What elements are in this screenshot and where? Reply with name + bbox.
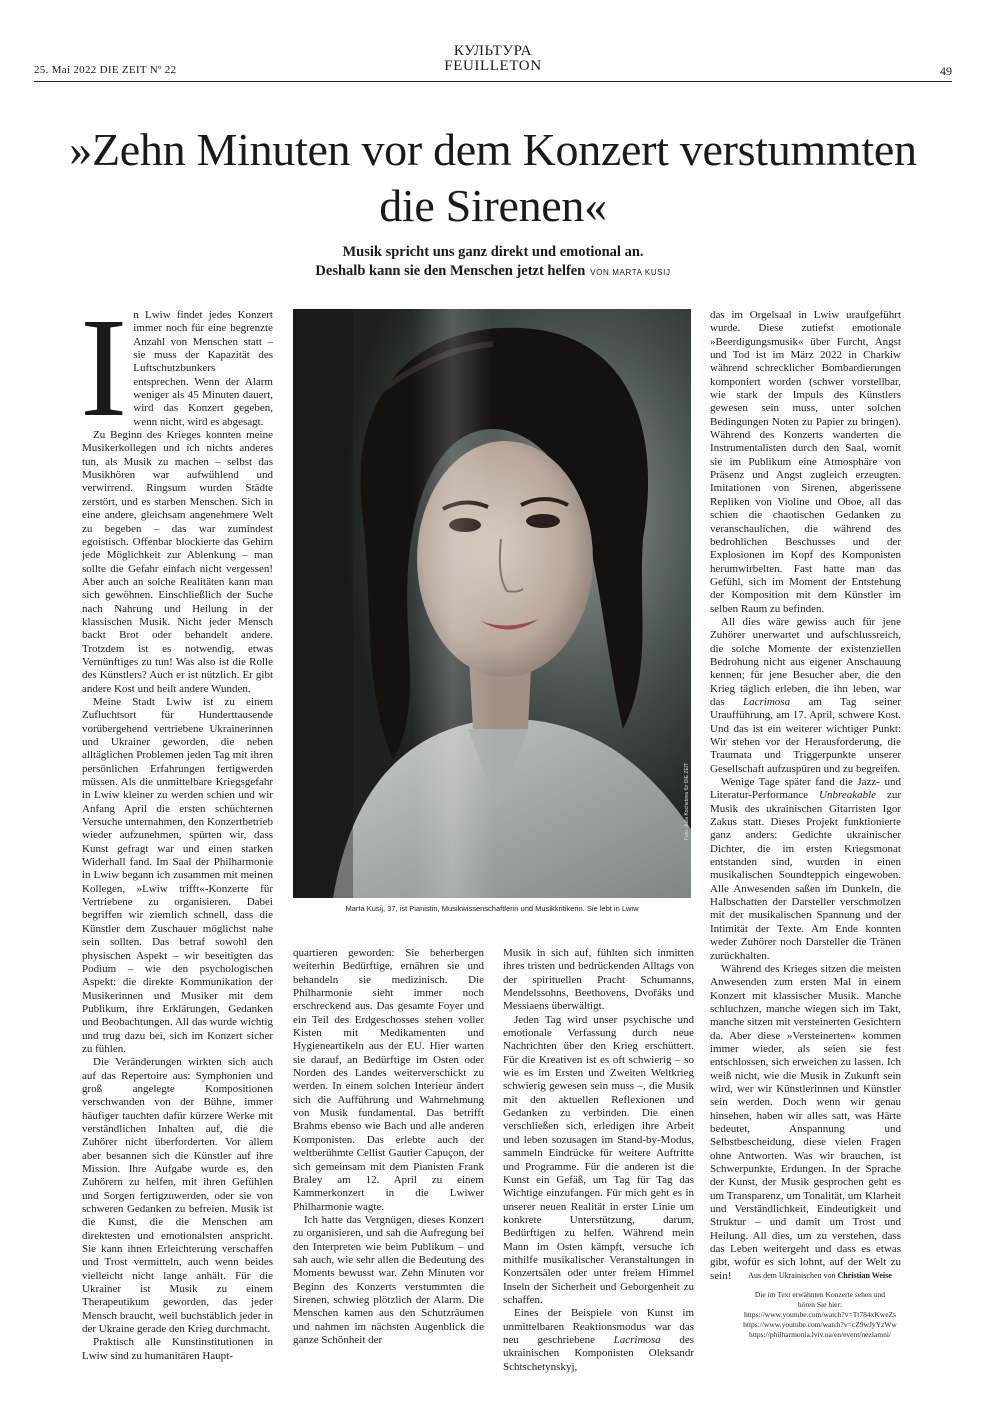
paragraph: Während des Krieges sitzen die meisten Anwesenden zum ersten Mal in einem Konzert mit klassischer Musik. Manche schluchzen, manche wiegen sich im Takt, manche sitzen mit versteinerten Gesichtern da. Aber diese »Versteinerten« kommen immer wieder, als seien sie fest entschlossen, sich erweichen zu lassen. Ich weiß nicht, wie die Musik in Zukunft sein wird, wer wir Künstlerinnen und Künstler sein werden. Doch wenn wir genau hinsehen, haben wir alles satt, was Härte bedeutet, Anspannung und Selbstbescheidung, diese vielen Fragen ohne Antworten. Was wir brauchen, ist Schwerpunkte, Erdungen. In der Sprache der Kunst, der Musik gesprochen geht es um Transparenz, um Tonalität, um Klarheit und Verständlichkeit, Eindeutigkeit und Struktur – und damit um Trost und Heilung. All dies, um zu verstehen, dass das Leben weitergeht und dass es etwas gibt, wofür es sich lohnt, auf der Welt zu sein! [710, 962, 901, 1282]
headline: »Zehn Minuten vor dem Konzert verstummten die Sirenen« [69, 124, 917, 231]
paragraph: Ich hatte das Vergnügen, dieses Konzert zu organisieren, und sah die Aufregung bei den Interpreten wie beim Publikum – und sah auch, wie sehr allen die Bedeutung des Moments bewusst war. Zehn Minuten vor Beginn des Konzerts verstummten die Sirenen, schwieg plötzlich der Alarm. Die Menschen kamen aus den Schutzräumen und nahmen im nächsten Augenblick die ganze Schönheit der [293, 1213, 484, 1346]
text-column-3 [503, 947, 694, 1374]
paragraph: Jeden Tag wird unser psychische und emotionale Verfassung durch neue Nachrichten über den Krieg erschüttert. Für die Kreativen ist es oft schwierig – so wie es im Ersten und Zweiten Weltkrieg schwierig gewesen sein muss –, die Musik mit den aktuellen Reflexionen und Gedanken zu verbinden. Die einen verschließen sich, erledigen ihre Arbeit und leben sozusagen im Stand-by-Modus, sammeln Eindrücke für weitere Auftritte und Programme. Für die anderen ist die Kunst ein Gefäß, um Tag für Tag das Wichtige einzufangen. Für mich geht es in unserer neuen Realität in erster Linie um konkrete Unterstützung, darum, Bedürftigen zu helfen. Während mein Mann im Osten kämpft, versuche ich mithilfe musikalischer Veranstaltungen in Konzertsälen oder unter freiem Himmel Inseln der Sicherheit und Geborgenheit zu schaffen. [503, 1013, 694, 1306]
paragraph: Praktisch alle Kunstinstitutionen in Lwiw sind zu humanitären Haupt- [82, 1336, 273, 1362]
concert-links [710, 1290, 930, 1340]
photo-credit: Foto: Julia Kochetova für DIE ZEIT [684, 762, 690, 840]
text-column-2 [293, 947, 484, 1347]
links-intro-1: Die im Text erwähnten Konzerte sehen und [754, 1290, 886, 1299]
paragraph: All dies wäre gewiss auch für jene Zuhörer unerwartet und aufschlussreich, die solche Momente der existenziellen Bedrohung nicht aus eigener Anschauung kennen; für jene Besucher aber, die den Krieg täglich erleben, die ihn leben, war das Lacrimosa am Tag seiner Uraufführung, am 17. April, schwere Kost. Und das ist ein weiterer wichtiger Punkt: Wir stehen vor der Herausforderung, die Traumata und Triggerpunkte unserer Gesellschaft aufzuspüren und zu begreifen. [710, 615, 901, 775]
text-column-1 [80, 288, 273, 1363]
page-number: 49 [940, 64, 952, 78]
byline: VON MARTA KUSIJ [590, 268, 671, 277]
paragraph: quartieren geworden: Sie beherbergen weiterhin Bedürftige, ernähren sie und behandeln sie medizinisch. Die Philharmonie sieht immer noch erschreckend aus. Das gesamte Foyer und ein Teil des Erdgeschosses stehen voller Kisten mit Medikamenten und Hygieneartikeln aus der EU. Hier warten sie darauf, an Bedürftige im Osten oder Norden des Landes weiterverschickt zu werden. In einem solchen Interieur ändert sich die Aufführung und Wahrnehmung von Musik fundamental. Das betrifft Brahms ebenso wie Bach und alle anderen Komponisten. Das erlebte auch der weltberühmte Cellist Gautier Capuçon, der sich gemeinsam mit dem Pianisten Frank Braley am 12. April zu einem Kammerkonzert in die Lwiwer Philharmonie wagte. [293, 947, 484, 1213]
paragraph: Musik in sich auf, fühlten sich inmitten ihres tristen und bedrückenden Alltags von der spirituellen Pracht Schumanns, Mendelssohns, Beethovens, Dvořáks und Messiaens überwältigt. [503, 947, 694, 1013]
section-label-latin: FEUILLETON [444, 58, 542, 74]
paragraph: Wenige Tage später fand die Jazz- und Literatur-Performance Unbreakable zur Musik des ukrainischen Gitarristen Igor Zakus statt. Dieses Projekt funktionierte ganz anders: Gedichte ukrainischer Dichter, die im ersten Kriegsmonat entstanden sind, wurden in einen musikalischen Soundteppich eingewoben. Alle Anwesenden saßen im Dunkeln, die Halbschatten der Darsteller verschmolzen mit der musikalischen Spannung und der Intimität der Texte. Am Ende konnten weder Zuhörer noch Darsteller die Tränen zurückhalten. [710, 776, 901, 962]
concert-link[interactable]: https://www.youtube.com/watch?v=Tt784xKweZs [743, 1310, 897, 1319]
section-label [0, 44, 986, 74]
paragraph: Zu Beginn des Krieges konnten meine Musikerkollegen und ich nichts anderes tun, als Musik zu machen – selbst das Musikhören war aufwühlend und verwirrend. Ringsum wurden Städte zerstört, und es starben Menschen. Sich in eine andere, gleichsam angenehmere Welt zu begeben – das war zumindest egoistisch. Offenbar blockierte das Gehirn jede Möglichkeit zur Ablenkung – man sollte die Gefahr einfach nicht vergessen! Aber auch an solche Realitäten kann man sich gewöhnen. Einschließlich der Suche nach Nahrung und Heilung in der klassischen Musik. Nicht jeder Mensch backt Brot oder behandelt andere. Trotzdem ist es notwendig, etwas Vernünftiges zu tun! Was also ist die Rolle des Künstlers? Auch er ist nützlich. Er gibt andere Kost und heilt andere Wunden. [82, 429, 273, 695]
header-rule [34, 81, 952, 82]
paragraph: n Lwiw findet jedes Konzert immer noch für eine begrenzte Anzahl von Menschen statt – sie muss der Kapazität des Luftschutzbunkers entsprechen. Wenn der Alarm weniger als 45 Minuten dauert, wird das Konzert gegeben, wenn nicht, wird es abgesagt. [133, 309, 273, 428]
subheadline [0, 243, 986, 282]
issue-date: 25. Mai 2022 DIE ZEIT Nº 22 [34, 64, 177, 76]
portrait-photo [293, 309, 691, 898]
paragraph: Eines der Beispiele von Kunst im unmittelbaren Reaktionsmodus war das neu geschriebene Lacrimosa des ukrainischen Komponisten Oleksandr Schtschetynskyj, [503, 1307, 694, 1373]
photo-caption: Marta Kusij, 37, ist Pianistin, Musikwissenschaftlerin und Musikkritikerin. Sie lebt in Lwiw [345, 904, 639, 913]
translator-credit [710, 1271, 930, 1280]
translator-prefix: Aus dem Ukrainischen von [748, 1271, 836, 1280]
paragraph: Die Veränderungen wirkten sich auch auf das Repertoire aus: Symphonien und groß angelegte Kompositionen verschwanden von der Bühne, immer häufiger tauchten dafür kürzere Werke mit verständlichen Inhalten auf, die die Zuhörer nicht überforderten. Vor allem aber besannen sich die Künstler auf ihre Mission. Ihre Aufgabe wurde es, den Zuhörern zu helfen, mit ihren Gefühlen und Sorgen fertigzuwerden, oder sie von schweren Gedanken zu befreien. Musik ist die Kunst, die die Menschen am direktesten und emotionalsten anspricht. Sie kann ihnen Erleichterung verschaffen und Trost vermitteln, auch wenn beides vielleicht nicht lange anhält. Für die Ukrainer ist Musik zu einem Therapeutikum geworden, das jeder Mensch braucht, weil buchstäblich jeder in der Ukraine gerade den Krieg durchmacht. [82, 1056, 273, 1336]
paragraph: das im Orgelsaal in Lwiw uraufgeführt wurde. Diese zutiefst emotionale »Beerdigungsmusik« über Furcht, Angst und Tod ist im März 2022 in Charkiw während schrecklicher Bombardierungen komponiert worden (schwer vorstellbar, wie stark der Impuls des Künstlers gewesen sein muss, unter solchen Bedingungen Noten zu Papier zu bringen). Während des Konzerts wanderten die Instrumentalisten durch den Saal, womit sie im Publikum eine Atmosphäre von Präsenz und Angst zugleich erzeugten. Imitationen von Sirenen, abgerissene Repliken von Violine und Oboe, all das schien die chaotischen Gedanken zu veranschaulichen, die während des bedrohlichen Beschusses und der Explosionen im Kopf des Komponisten herumwirbelten. Fast hatte man das Gefühl, sich im Moment der Entstehung der Komposition mit dem Künstler im selben Raum zu befinden. [710, 309, 901, 615]
concert-link[interactable]: https://www.youtube.com/watch?v=cZ9wJyYzWw [743, 1320, 897, 1329]
section-label-cyrillic: КУЛЬТУРА [453, 43, 533, 59]
paragraph: Meine Stadt Lwiw ist zu einem Zufluchtsort für Hunderttausende vorübergehend vertriebene Ukrainerinnen und Ukrainer geworden, die neben alltäglichen Problemen jeden Tag mit ihren persönlichen Erfahrungen fertigwerden müssen. Als die unmittelbare Kriegsgefahr in Lwiw kleiner zu werden schien und wir Anfang April die ersten schüchternen Versuche unternahmen, den Konzertbetrieb wieder aufzunehmen, spürten wir, dass Kunst gefragt war und einen starken Widerhall fand. Im Saal der Philharmonie in Lwiw begann ich zusammen mit meinen Kollegen, »Lwiw trifft«-Konzerte für Vertriebene zu organisieren. Dabei begriffen wir ziemlich schnell, dass die Künstler dem Zuschauer möglichst nahe sein sollten. Das betraf sowohl den physischen Aspekt – wir beseitigten das Podium – wie den psychologischen Aspekt: die direkte Kommunikation der Musikerinnen und Musiker mit dem Publikum, ihre Erklärungen, Gedanken und Beobachtungen. All das wurde wichtig und trug dazu bei, sich im Konzert sicher zu fühlen. [82, 695, 273, 1055]
concert-link[interactable]: https://philharmonia.lviv.ua/en/event/nezlamni/ [749, 1330, 891, 1339]
subheadline-line-1: Musik spricht uns ganz direkt und emotional an. [342, 244, 644, 260]
drop-cap: I [80, 288, 128, 446]
text-column-4 [710, 309, 901, 1283]
links-intro-2: hören Sie hier: [797, 1300, 843, 1309]
portrait-illustration [293, 309, 691, 898]
translator-name: Christian Weise [837, 1271, 892, 1280]
links-list [710, 1310, 930, 1340]
subheadline-line-2: Deshalb kann sie den Menschen jetzt helfen [315, 263, 586, 279]
